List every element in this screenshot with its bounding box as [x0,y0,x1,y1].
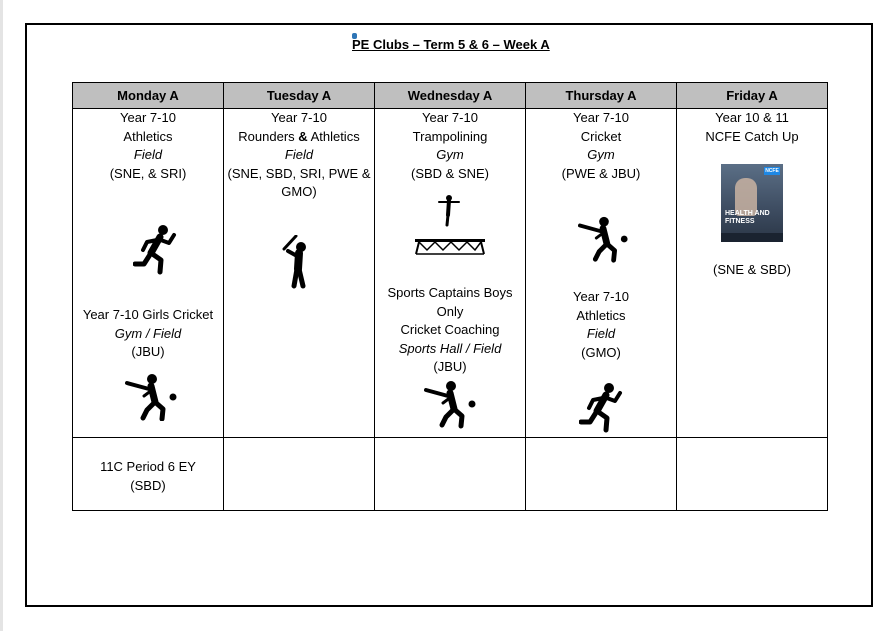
staff: (JBU) [131,344,165,359]
staff: (GMO) [581,344,621,360]
group-line2: Only [436,303,464,319]
monday-row2-cell [73,438,224,511]
activity: Trampolining [412,128,488,144]
staff: (SNE & SBD) [712,262,791,277]
wednesday-club-trampolining [375,109,525,183]
page-title: PE Clubs – Term 5 & 6 – Week A [352,37,550,52]
friday-cell [677,109,828,438]
activity: Rounders & Athletics [238,128,360,144]
batter-icon [280,235,314,289]
poster-badge: NCFE [765,168,779,174]
friday-row2-cell [677,438,828,511]
staff: (SBD) [130,477,166,493]
year-group: Year 7-10 Girls Cricket [82,307,214,322]
header-tuesday: Tuesday A [224,83,375,109]
monday-cell [73,109,224,438]
staff: (SBD & SNE) [410,165,489,181]
activity: Cricket Coaching [400,322,500,337]
page-margin-rule [0,0,3,631]
activity: Athletics [576,307,626,323]
thursday-cell [526,109,677,438]
wednesday-row2-cell [375,438,526,511]
friday-club-ncfe [677,109,827,146]
location: Gym [587,147,615,162]
year-group: Year 7-10 [120,110,176,125]
tuesday-cell [224,109,375,438]
staff: (JBU) [433,359,467,374]
year-group: Year 7-10 [573,110,629,125]
cricket-player-icon [125,373,179,421]
location: Sports Hall / Field [398,340,502,356]
wednesday-club-cricket-coaching [375,284,525,377]
year-group: Year 7-10 [422,110,478,125]
clubs-timetable [72,82,828,511]
monday-row2-entry [73,458,223,495]
location: Gym [436,147,464,162]
ncfe-health-fitness-poster [721,164,783,242]
group-line1: Sports Captains Boys [387,285,513,300]
year-group: Year 7-10 [271,110,327,125]
staff-continued: GMO) [281,184,317,199]
activity: Athletics [123,128,173,144]
location: Gym / Field [114,325,182,341]
year-group: Year 7-10 [573,289,629,304]
cricket-player-icon [424,379,478,429]
year-group: Year 10 & 11 [715,110,789,125]
activity: NCFE Catch Up [705,128,799,144]
friday-staff-block [677,261,827,280]
header-wednesday: Wednesday A [375,83,526,109]
running-person-icon [133,223,179,275]
activity: Cricket [580,128,622,144]
monday-club-girls-cricket [73,306,223,362]
tuesday-club-rounders [224,109,374,202]
cricket-player-icon [578,215,630,263]
thursday-club-athletics [526,288,676,362]
staff: (SNE, SBD, SRI, PWE & [227,165,371,181]
thursday-club-cricket [526,109,676,183]
monday-club-athletics [73,109,223,183]
location: Field [586,326,616,341]
running-person-icon [579,381,625,433]
location: Field [133,147,163,162]
poster-caption: HEALTH AND FITNESS [725,210,770,225]
tuesday-row2-cell [224,438,375,511]
thursday-row2-cell [526,438,677,511]
header-monday: Monday A [73,83,224,109]
wednesday-cell [375,109,526,438]
class-period: 11C Period 6 EY [100,459,196,474]
staff: (PWE & JBU) [561,165,641,181]
location: Field [284,147,314,162]
staff: (SNE, & SRI) [109,165,187,181]
trampoline-icon [413,195,487,257]
header-friday: Friday A [677,83,828,109]
header-thursday: Thursday A [526,83,677,109]
